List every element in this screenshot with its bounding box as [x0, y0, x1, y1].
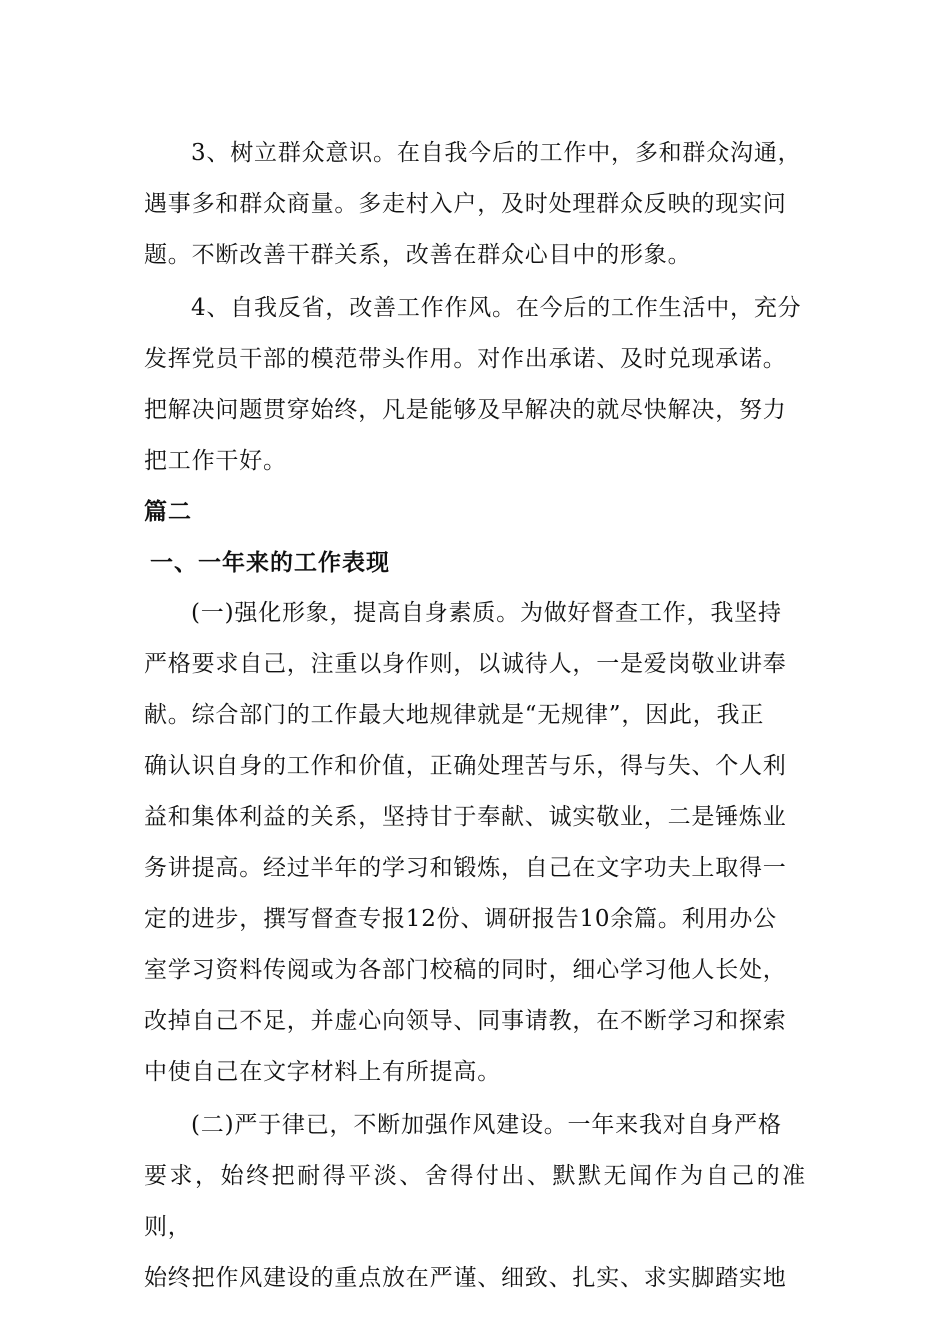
paragraph-a-line-1: (一)强化形象，提高自身素质。为做好督查工作，我坚持 — [191, 600, 782, 626]
paragraph-a-line-4: 确认识自身的工作和价值，正确处理苦与乐，得与失、个人利 — [144, 753, 787, 779]
paragraph-4-line-1: 4、自我反省，改善工作作风。在今后的工作生活中，充分 — [191, 295, 802, 321]
paragraph-4-line-3: 把解决问题贯穿始终，凡是能够及早解决的就尽快解决，努力 — [144, 397, 787, 423]
paragraph-b-line-3: 始终把作风建设的重点放在严谨、细致、扎实、求实脚踏实地 — [144, 1265, 787, 1291]
paragraph-a-line-10: 中使自己在文字材料上有所提高。 — [144, 1059, 501, 1085]
paragraph-a-line-9: 改掉自己不足，并虚心向领导、同事请教，在不断学习和探索 — [144, 1008, 787, 1034]
paragraph-b-line-2: 要求，始终把耐得平淡、舍得付出、默默无闻作为自己的准则， — [144, 1163, 806, 1240]
paragraph-a-line-7: 定的进步，撰写督查专报12份、调研报告10余篇。利用办公 — [144, 906, 777, 932]
paragraph-a-line-3: 献。综合部门的工作最大地规律就是“无规律”，因此，我正 — [144, 702, 765, 728]
paragraph-4-line-2: 发挥党员干部的模范带头作用。对作出承诺、及时兑现承诺。 — [144, 346, 787, 372]
section-heading: 一、一年来的工作表现 — [150, 549, 390, 576]
paragraph-a-line-5: 益和集体利益的关系，坚持甘于奉献、诚实敬业，二是锤炼业 — [144, 804, 787, 830]
paragraph-a-line-6: 务讲提高。经过半年的学习和锻炼，自己在文字功夫上取得一 — [144, 855, 787, 881]
paragraph-a-line-2: 严格要求自己，注重以身作则，以诚待人，一是爱岗敬业讲奉 — [144, 651, 787, 677]
paragraph-4-line-4: 把工作干好。 — [144, 448, 287, 474]
paragraph-3-line-3: 题。不断改善干群关系，改善在群众心目中的形象。 — [144, 242, 692, 268]
paragraph-b — [144, 1100, 806, 1304]
paragraph-a-line-8: 室学习资料传阅或为各部门校稿的同时，细心学习他人长处， — [144, 957, 787, 983]
paragraph-4 — [144, 283, 806, 487]
piece-heading: 篇二 — [144, 498, 192, 525]
paragraph-b-line-1: (二)严于律已，不断加强作风建设。一年来我对自身严格 — [191, 1112, 782, 1138]
paragraph-3-line-2: 遇事多和群众商量。多走村入户，及时处理群众反映的现实问 — [144, 191, 787, 217]
document-body — [144, 128, 806, 1304]
paragraph-3-line-1: 3、树立群众意识。在自我今后的工作中，多和群众沟通， — [191, 140, 802, 166]
paragraph-3 — [144, 128, 806, 281]
paragraph-a — [144, 588, 806, 1098]
